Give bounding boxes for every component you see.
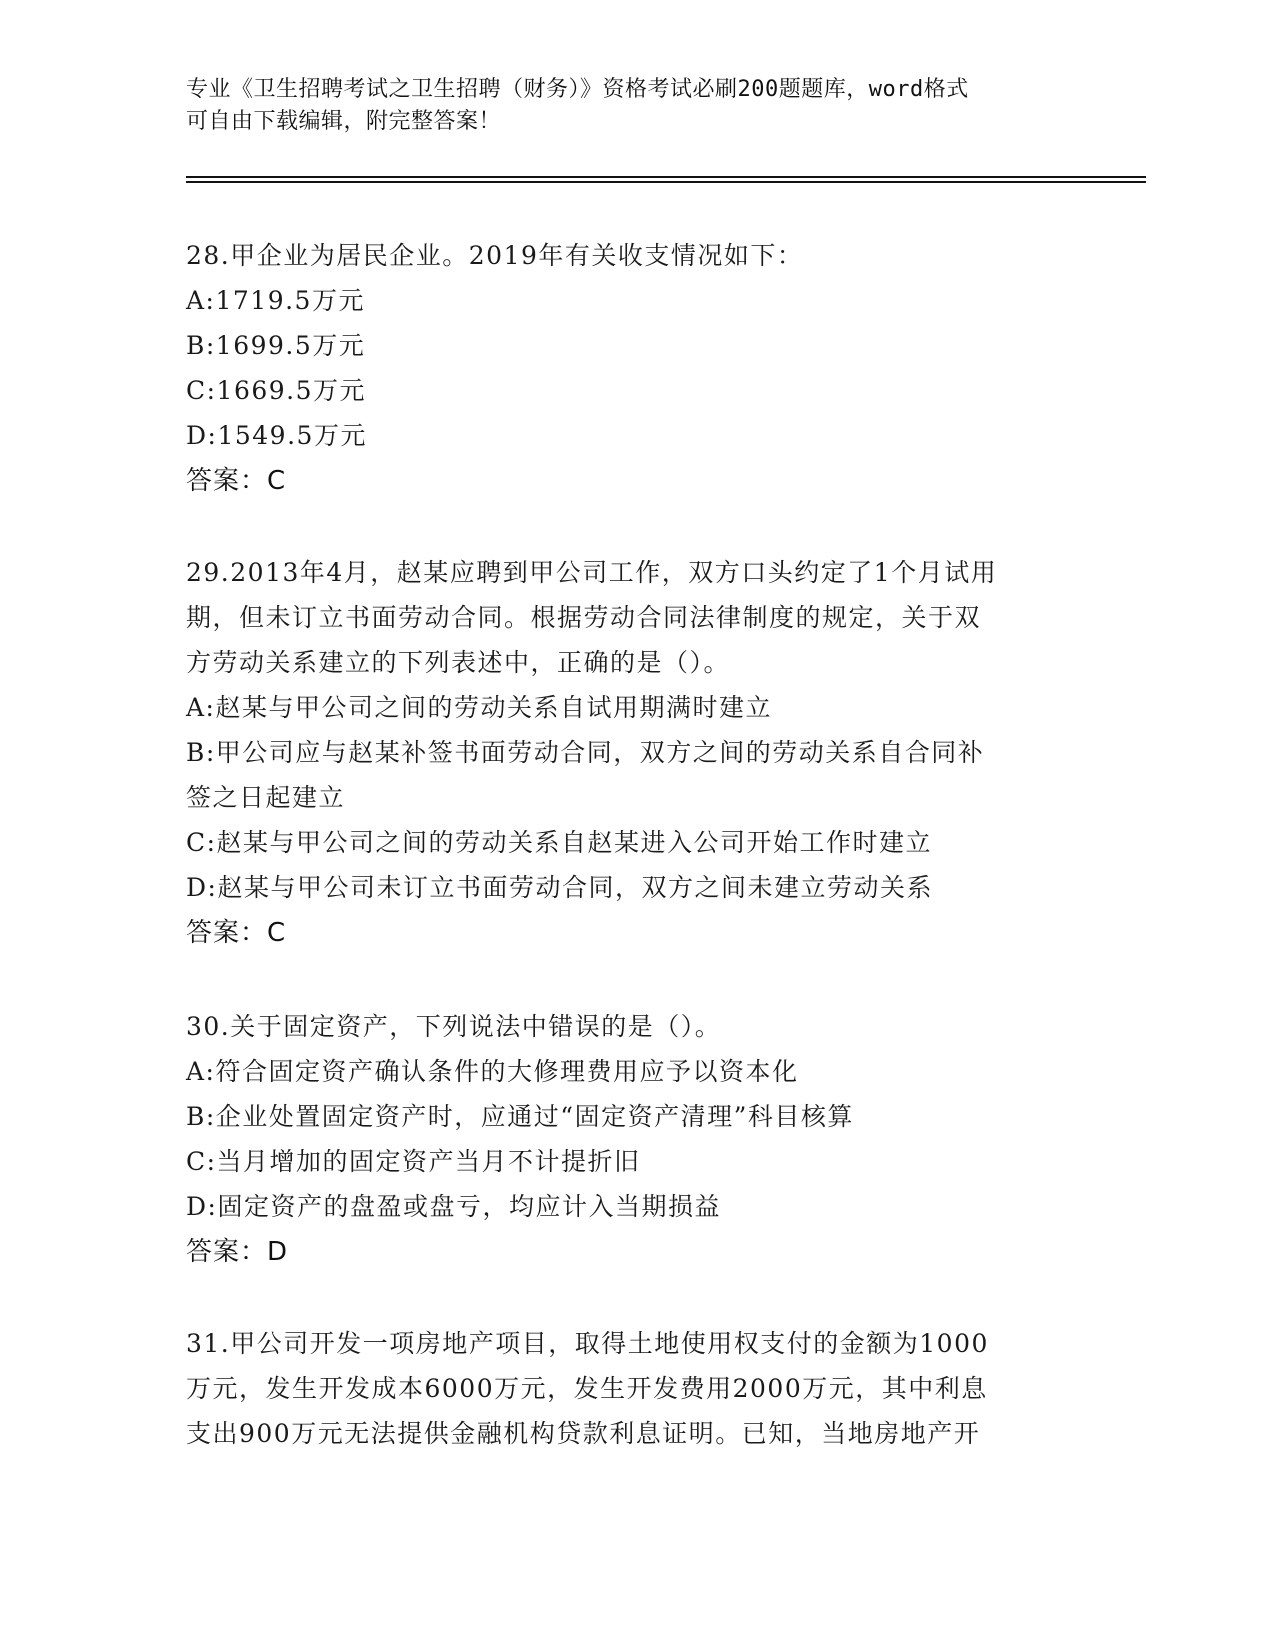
- answer-label: 答案：C: [186, 918, 287, 948]
- question-29: [186, 550, 1086, 956]
- option-d: D:赵某与甲公司未订立书面劳动合同，双方之间未建立劳动关系: [186, 873, 933, 902]
- header-line-2: 可自由下载编辑，附完整答案！: [186, 109, 502, 134]
- document-header: [186, 74, 1066, 138]
- answer-label: 答案：D: [186, 1237, 289, 1267]
- question-stem-line-3: 方劳动关系建立的下列表述中，正确的是（）。: [186, 648, 731, 677]
- option-c: C:1669.5万元: [186, 376, 367, 405]
- question-stem-line-1: 29.2013年4月，赵某应聘到甲公司工作，双方口头约定了1个月试用: [186, 558, 998, 587]
- question-stem-line-2: 万元，发生开发成本6000万元，发生开发费用2000万元，其中利息: [186, 1374, 988, 1403]
- question-stem: 28.甲企业为居民企业。2019年有关收支情况如下：: [186, 241, 804, 270]
- option-c: C:赵某与甲公司之间的劳动关系自赵某进入公司开始工作时建立: [186, 828, 933, 857]
- option-a: A:赵某与甲公司之间的劳动关系自试用期满时建立: [186, 693, 772, 722]
- option-b: B:甲公司应与赵某补签书面劳动合同，双方之间的劳动关系自合同补: [186, 738, 985, 767]
- option-c: C:当月增加的固定资产当月不计提折旧: [186, 1147, 641, 1176]
- option-b: B:企业处置固定资产时，应通过“固定资产清理”科目核算: [186, 1102, 854, 1131]
- question-stem-line-3: 支出900万元无法提供金融机构贷款利息证明。已知，当地房地产开: [186, 1419, 981, 1448]
- question-stem-line-2: 期，但未订立书面劳动合同。根据劳动合同法律制度的规定，关于双: [186, 603, 982, 632]
- option-d: D:固定资产的盘盈或盘亏，均应计入当期损益: [186, 1192, 721, 1221]
- option-d: D:1549.5万元: [186, 421, 367, 450]
- header-divider-bottom: [186, 181, 1146, 183]
- header-line-1: 专业《卫生招聘考试之卫生招聘（财务）》资格考试必刷200题题库，word格式: [186, 77, 969, 102]
- option-a: A:符合固定资产确认条件的大修理费用应予以资本化: [186, 1057, 799, 1086]
- question-31: [186, 1321, 1086, 1456]
- answer-label: 答案：C: [186, 466, 287, 496]
- option-b: B:1699.5万元: [186, 331, 366, 360]
- question-stem: 30.关于固定资产，下列说法中错误的是（）。: [186, 1012, 722, 1041]
- question-30: [186, 1004, 1086, 1275]
- option-b-continued: 签之日起建立: [186, 783, 346, 812]
- option-a: A:1719.5万元: [186, 286, 365, 315]
- header-divider-top: [186, 176, 1146, 178]
- question-28: [186, 233, 1086, 504]
- question-stem-line-1: 31.甲公司开发一项房地产项目，取得土地使用权支付的金额为1000: [186, 1329, 989, 1358]
